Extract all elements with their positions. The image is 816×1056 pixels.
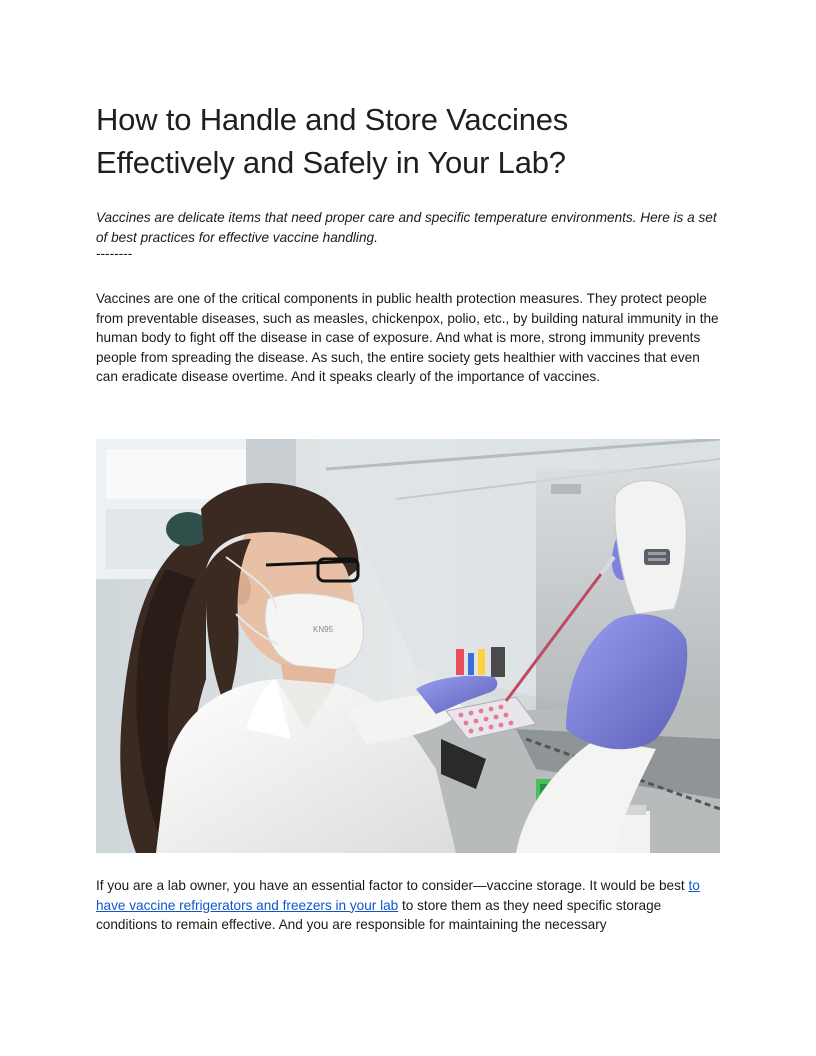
title-line-2: Effectively and Safely in Your Lab? [96, 145, 566, 180]
article-body [96, 98, 722, 387]
lab-photo [96, 439, 720, 853]
intro-text: Vaccines are delicate items that need proper care and specific temperature environments. Here is a set of best practices for effective vaccine handling. [96, 210, 717, 245]
paragraph-2-text-end: to store them as they need specific storage conditions to remain effective. And you are responsible for maintaining the necessary [96, 897, 662, 932]
mask-label: KN95 [313, 625, 334, 634]
title-line-1: How to Handle and Store Vaccines [96, 102, 569, 137]
paragraph-1: Vaccines are one of the critical components in public health protection measures. They protect people from preventable diseases, such as measles, chickenpox, polio, etc., by building natural immunity in the human body to fight off the disease in case of exposure. And what is more, strong immunity prevents people from spreading the disease. As such, the entire society gets healthier with vaccines that even can eradicate disease overtime. And it speaks clearly of the importance of vaccines. [96, 291, 719, 384]
vaccine-refrigerators-link[interactable]: to have vaccine refrigerators and freezers in your lab [96, 878, 700, 913]
separator: -------- [96, 246, 133, 261]
page-title [96, 98, 722, 184]
paragraph-2 [96, 876, 722, 935]
lab-photo-illustration [96, 439, 720, 853]
paragraph-2-text-start: If you are a lab owner, you have an essential factor to consider—vaccine storage. It would be best [96, 878, 689, 893]
